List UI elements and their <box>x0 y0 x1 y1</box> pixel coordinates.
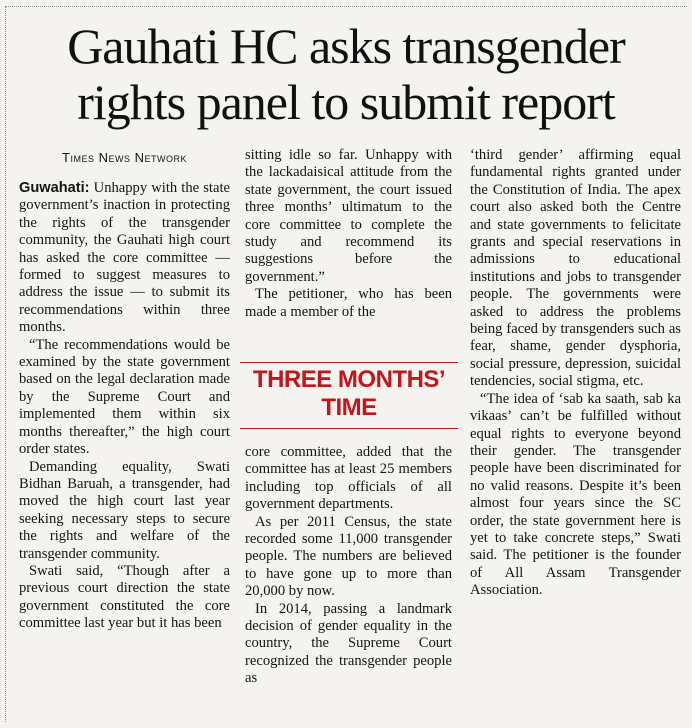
dateline: Guwahati: <box>19 180 90 196</box>
pullquote-rule-top <box>240 362 458 363</box>
paragraph: sitting idle so far. Unhappy with the lackadaisical attitude from the state government, the court issued three months’ ultimatum to the core committee to complete the study and recommend its suggestions before the government.” <box>245 147 452 285</box>
paragraph: core committee, added that the committee has at least 25 members including top officials of all government departments. <box>245 444 452 513</box>
byline: Times News Network <box>62 150 187 165</box>
pullquote-line-2: TIME <box>321 394 377 421</box>
article-column-3 <box>470 147 681 600</box>
article-column-2-bottom <box>245 444 452 688</box>
headline-line-1: Gauhati HC asks transgender <box>67 18 625 74</box>
paragraph: In 2014, passing a landmark decision of gender equality in the country, the Supreme Court recognized the transgender people as <box>245 600 452 687</box>
pullquote <box>240 366 458 422</box>
paragraph: Swati said, “Though after a previous court direction the state government constituted the core committee last year but it has been <box>19 562 230 632</box>
paragraph: As per 2011 Census, the state recorded some 11,000 transgender people. The numbers are believed to have gone up to more than 20,000 by now. <box>245 513 452 600</box>
pullquote-line-1: THREE MONTHS’ <box>252 366 446 393</box>
paragraph: ‘third gender’ affirming equal fundamental rights granted under the Constitution of India. The apex court also asked both the Centre and state governments to felicitate grants and special reservations in admissions to educational institutions and jobs to transgender people. The governments were asked to address the problems being faced by transgenders such as fear, shame, gender dysphoria, social pressure, depression, suicidal tendencies, social stigma, etc. <box>470 147 681 390</box>
pullquote-rule-bottom <box>240 428 458 429</box>
paragraph: “The idea of ‘sab ka saath, sab ka vikaas’ can’t be fulfilled without equal rights to everyone beyond their gender. The transgender people have been discriminated for no valid reasons. Despite it’s been almost four years since the SC order, the state government here is yet to take concrete steps,” Swati said. The petitioner is the founder of All Assam Transgender Association. <box>470 390 681 599</box>
paragraph: Demanding equality, Swati Bidhan Baruah, a transgender, had moved the high court last year seeking necessary steps to secure the rights and welfare of the transgender community. <box>19 458 230 562</box>
article-column-1 <box>19 180 230 633</box>
article-column-2-top <box>245 147 452 321</box>
headline <box>0 18 692 130</box>
paragraph-text: Unhappy with the state government’s inaction in protecting the rights of the transgender community, the Gauhati high court has asked the core committee — formed to suggest measures to address the issue — to submit its recommendations within three months. <box>19 180 230 336</box>
paragraph: “The recommendations would be examined by the state government based on the legal declaration made by the Supreme Court and implemented them within six months thereafter,” the high court order states. <box>19 336 230 458</box>
paragraph: The petitioner, who has been made a member of the <box>245 286 452 320</box>
headline-line-2: rights panel to submit report <box>77 74 615 130</box>
paragraph <box>19 180 230 337</box>
